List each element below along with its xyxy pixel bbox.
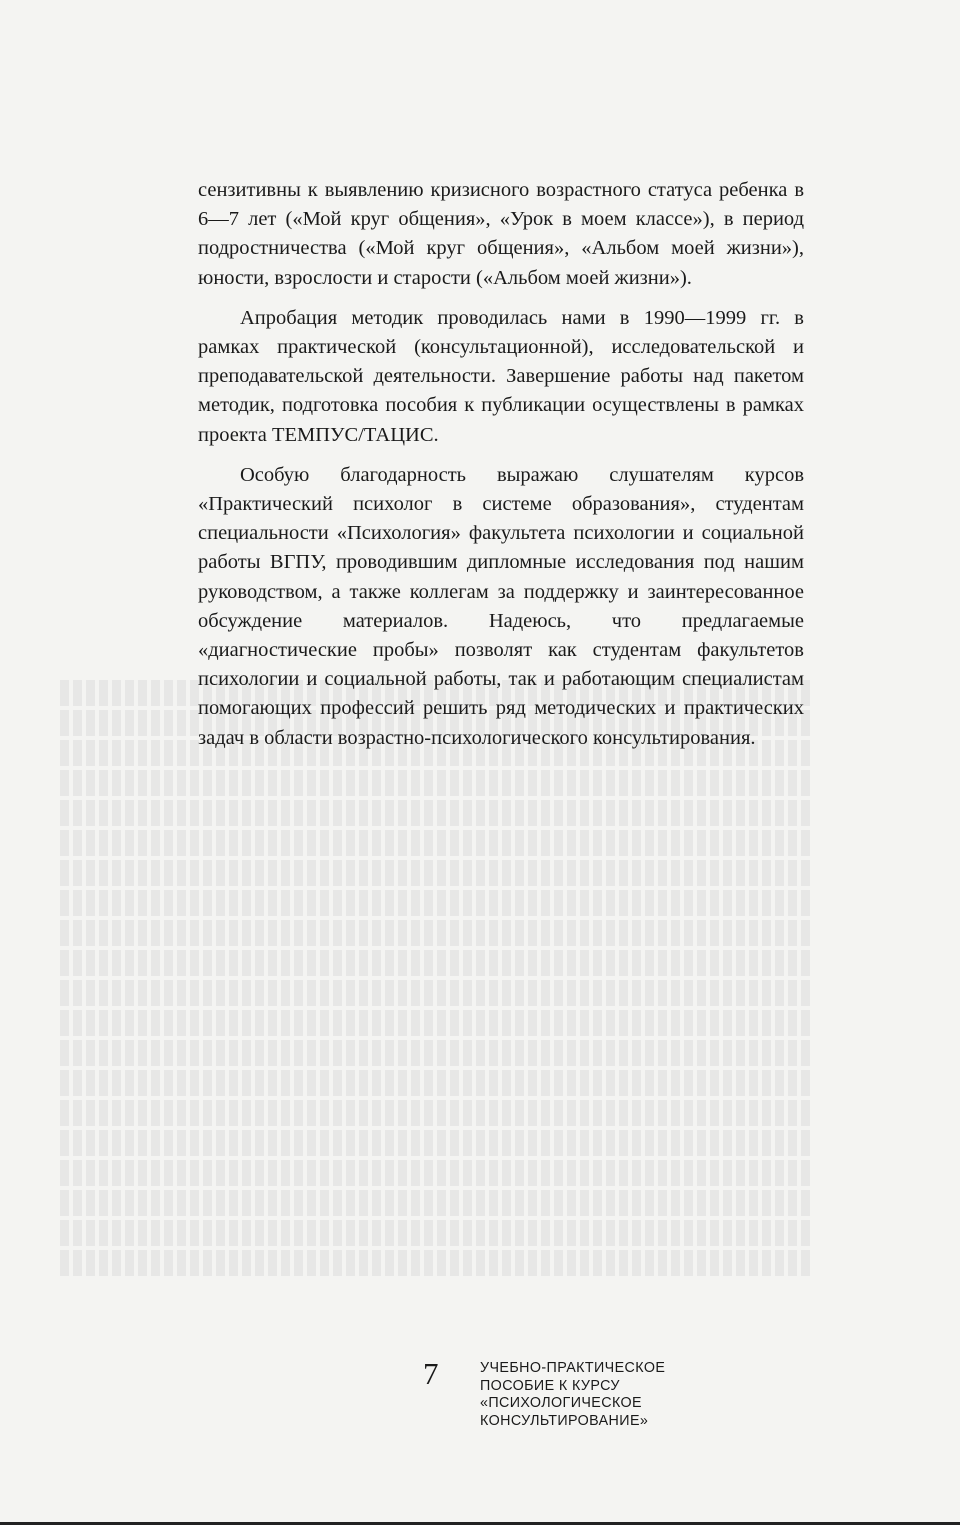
running-footer-title	[480, 1360, 665, 1430]
paragraph-3: Особую благодарность выражаю слушателям курсов «Практический психолог в системе образования», студентам специальности «Психология» факультета психологии и социальной работы ВГПУ, проводившим дипломные исследования под нашим руководством, а также коллегам за поддержку и заинтересованное обсуждение материалов. Надеюсь, что предлагаемые «диагностические пробы» позволят как студентам факультетов психологии и социальной работы, так и работающим специалистам помогающих профессий решить ряд методических и практических задач в области возрастно-психологического консультирования.	[198, 463, 804, 749]
page-number: 7	[423, 1356, 439, 1391]
show-through-text	[60, 680, 810, 1320]
footer-title-line-1: УЧЕБНО-ПРАКТИЧЕСКОЕ	[480, 1360, 666, 1376]
paragraph-1: сензитивны к выявлению кризисного возрастного статуса ребенка в 6—7 лет («Мой круг общения», «Урок в моем классе»), в период подростничества («Мой круг общения», «Альбом моей жизни»), юности, взрослости и старости («Альбом моей жизни»).	[198, 179, 804, 289]
footer-title-line-2: ПОСОБИЕ К КУРСУ	[480, 1377, 620, 1394]
footer-title-line-3: «ПСИХОЛОГИЧЕСКОЕ	[480, 1395, 642, 1411]
body-text	[198, 176, 804, 764]
footer-title-line-4: КОНСУЛЬТИРОВАНИЕ»	[480, 1412, 649, 1429]
paragraph-2: Апробация методик проводилась нами в 1990—1999 гг. в рамках практической (консультационной), исследовательской и преподавательской деятельности. Завершение работы над пакетом методик, подготовка пособия к публикации осуществлены в рамках проекта ТЕМПУС/ТАЦИС.	[198, 306, 804, 446]
